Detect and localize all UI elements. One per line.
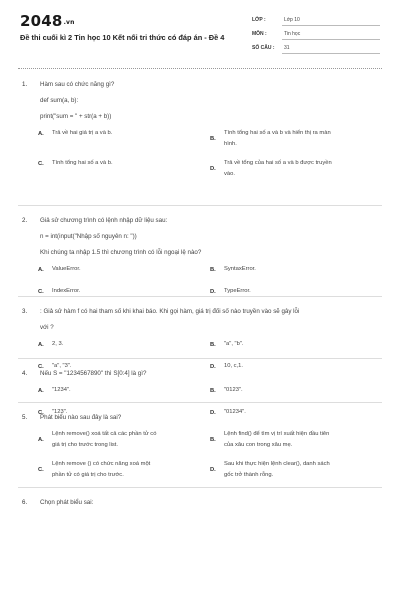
meta-class-row <box>252 14 380 28</box>
answer-option-d[interactable] <box>210 161 376 191</box>
page-header <box>0 0 400 64</box>
answer-text: Trả về hai giá trị a và b. <box>52 130 113 136</box>
meta-underline <box>282 53 380 54</box>
document-title: Đề thi cuối kì 2 Tin học 10 Kết nối tri thức có đáp án - Đề 4 <box>20 33 225 42</box>
answer-text: 2, 3. <box>52 341 64 347</box>
question-text: : Giả sử hàm f có hai tham số khi khai báo. Khi gọi hàm, giá trị đối số nào truyền vào sẽ gây lỗi <box>40 308 300 315</box>
question-number: 2. <box>22 217 28 224</box>
question-number: 6. <box>22 499 28 506</box>
answer-text: vào. <box>224 171 235 177</box>
answer-option-c[interactable] <box>38 161 204 191</box>
answer-text: Tính tổng hai số a và b và hiển thị ra màn <box>224 130 331 136</box>
question-text: def sum(a, b): <box>40 97 79 104</box>
question-text: print("sum = " + str(a + b)) <box>40 113 112 120</box>
answer-letter: A. <box>38 267 44 273</box>
answer-option-b[interactable] <box>210 432 376 462</box>
question-1 <box>0 70 400 206</box>
answer-text: của xâu con trong xâu mẹ. <box>224 442 293 448</box>
answer-letter: A. <box>38 131 44 137</box>
answer-letter: B. <box>210 342 216 348</box>
answer-text: Sau khi thực hiện lệnh clear(), danh sách <box>224 461 330 467</box>
answer-text: "a", "3". <box>52 363 72 369</box>
question-text: Giả sử chương trình có lệnh nhập dữ liệu sau: <box>40 217 168 224</box>
meta-class-value: Lớp 10 <box>284 17 300 23</box>
answer-letter: B. <box>210 437 216 443</box>
logo-text: 2048 <box>20 12 63 30</box>
question-number: 5. <box>22 414 28 421</box>
answer-letter: C. <box>38 467 44 473</box>
logo-suffix: .vn <box>63 19 75 26</box>
question-3 <box>0 297 400 370</box>
answer-letter: D. <box>210 467 216 473</box>
answer-text: "a", "b". <box>224 341 244 347</box>
answer-letter: A. <box>38 437 44 443</box>
header-divider <box>18 68 382 69</box>
answer-letter: D. <box>210 166 216 172</box>
question-6 <box>0 488 400 528</box>
question-list <box>0 70 400 528</box>
answer-letter: D. <box>210 289 216 295</box>
answer-letter: B. <box>210 388 216 394</box>
question-text: Nếu S = "1234567890" thì S[0:4] là gì? <box>40 370 147 377</box>
question-text: Chọn phát biểu sai: <box>40 499 94 506</box>
answer-text: phần tử có giá trị cho trước. <box>52 472 124 478</box>
answer-letter: C. <box>38 289 44 295</box>
answer-letter: D. <box>210 410 216 416</box>
question-number: 1. <box>22 81 28 88</box>
question-text: Hàm sau có chức năng gì? <box>40 81 115 88</box>
answer-letter: B. <box>210 267 216 273</box>
answer-text: TypeError. <box>224 288 251 294</box>
answer-text: ValueError. <box>52 266 81 272</box>
answer-text: "123". <box>52 409 68 415</box>
meta-subject-value: Tin học <box>284 31 301 37</box>
site-logo[interactable] <box>20 12 75 30</box>
meta-underline <box>282 39 380 40</box>
question-5 <box>0 403 400 488</box>
answer-text: IndexError. <box>52 288 81 294</box>
answer-text: giá trị cho trước trong list. <box>52 442 118 448</box>
answer-text: Lệnh remove() xoá tất cả các phần tử có <box>52 431 157 437</box>
answer-text: Lệnh remove () có chức năng xoá một <box>52 461 151 467</box>
answer-option-b[interactable] <box>210 131 376 161</box>
meta-class-label: LỚP : <box>252 17 266 23</box>
question-text: Phát biểu nào sau đây là sai? <box>40 414 122 421</box>
answer-letter: C. <box>38 410 44 416</box>
answer-letter: D. <box>210 364 216 370</box>
answer-letter: B. <box>210 136 216 142</box>
answer-text: SyntaxError. <box>224 266 256 272</box>
question-number: 3. <box>22 308 28 315</box>
question-2 <box>0 206 400 297</box>
meta-underline <box>282 25 380 26</box>
answer-option-a[interactable] <box>38 432 204 462</box>
question-text: n = int(input("Nhập số nguyên n: ")) <box>40 233 137 240</box>
answer-text: Lệnh find() để tìm vị trí xuất hiện đầu tiên <box>224 431 330 437</box>
answer-letter: A. <box>38 342 44 348</box>
meta-count-row <box>252 42 380 56</box>
answer-text: "01234". <box>224 409 246 415</box>
answer-text: Tính tổng hai số a và b. <box>52 160 113 166</box>
answer-letter: C. <box>38 161 44 167</box>
meta-subject-row <box>252 28 380 42</box>
question-text: với ? <box>40 324 54 331</box>
answer-letter: C. <box>38 364 44 370</box>
answer-text: hình. <box>224 141 237 147</box>
answer-letter: A. <box>38 388 44 394</box>
question-number: 4. <box>22 370 28 377</box>
meta-count-label: SỐ CÂU : <box>252 45 275 51</box>
exam-meta <box>252 14 380 56</box>
answer-text: 10, c,1. <box>224 363 244 369</box>
meta-count-value: 31 <box>284 45 290 51</box>
answer-text: Trả về tổng của hai số a và b được truyền <box>224 160 332 166</box>
answer-option-a[interactable] <box>38 131 204 161</box>
answer-text: gốc trở thành rỗng. <box>224 472 274 478</box>
question-text: Khi chúng ta nhập 1.5 thì chương trình có lỗi ngoại lệ nào? <box>40 249 202 256</box>
question-4 <box>0 359 400 416</box>
answer-text: "1234". <box>52 387 71 393</box>
answer-text: "0123". <box>224 387 243 393</box>
meta-subject-label: MÔN : <box>252 31 267 37</box>
